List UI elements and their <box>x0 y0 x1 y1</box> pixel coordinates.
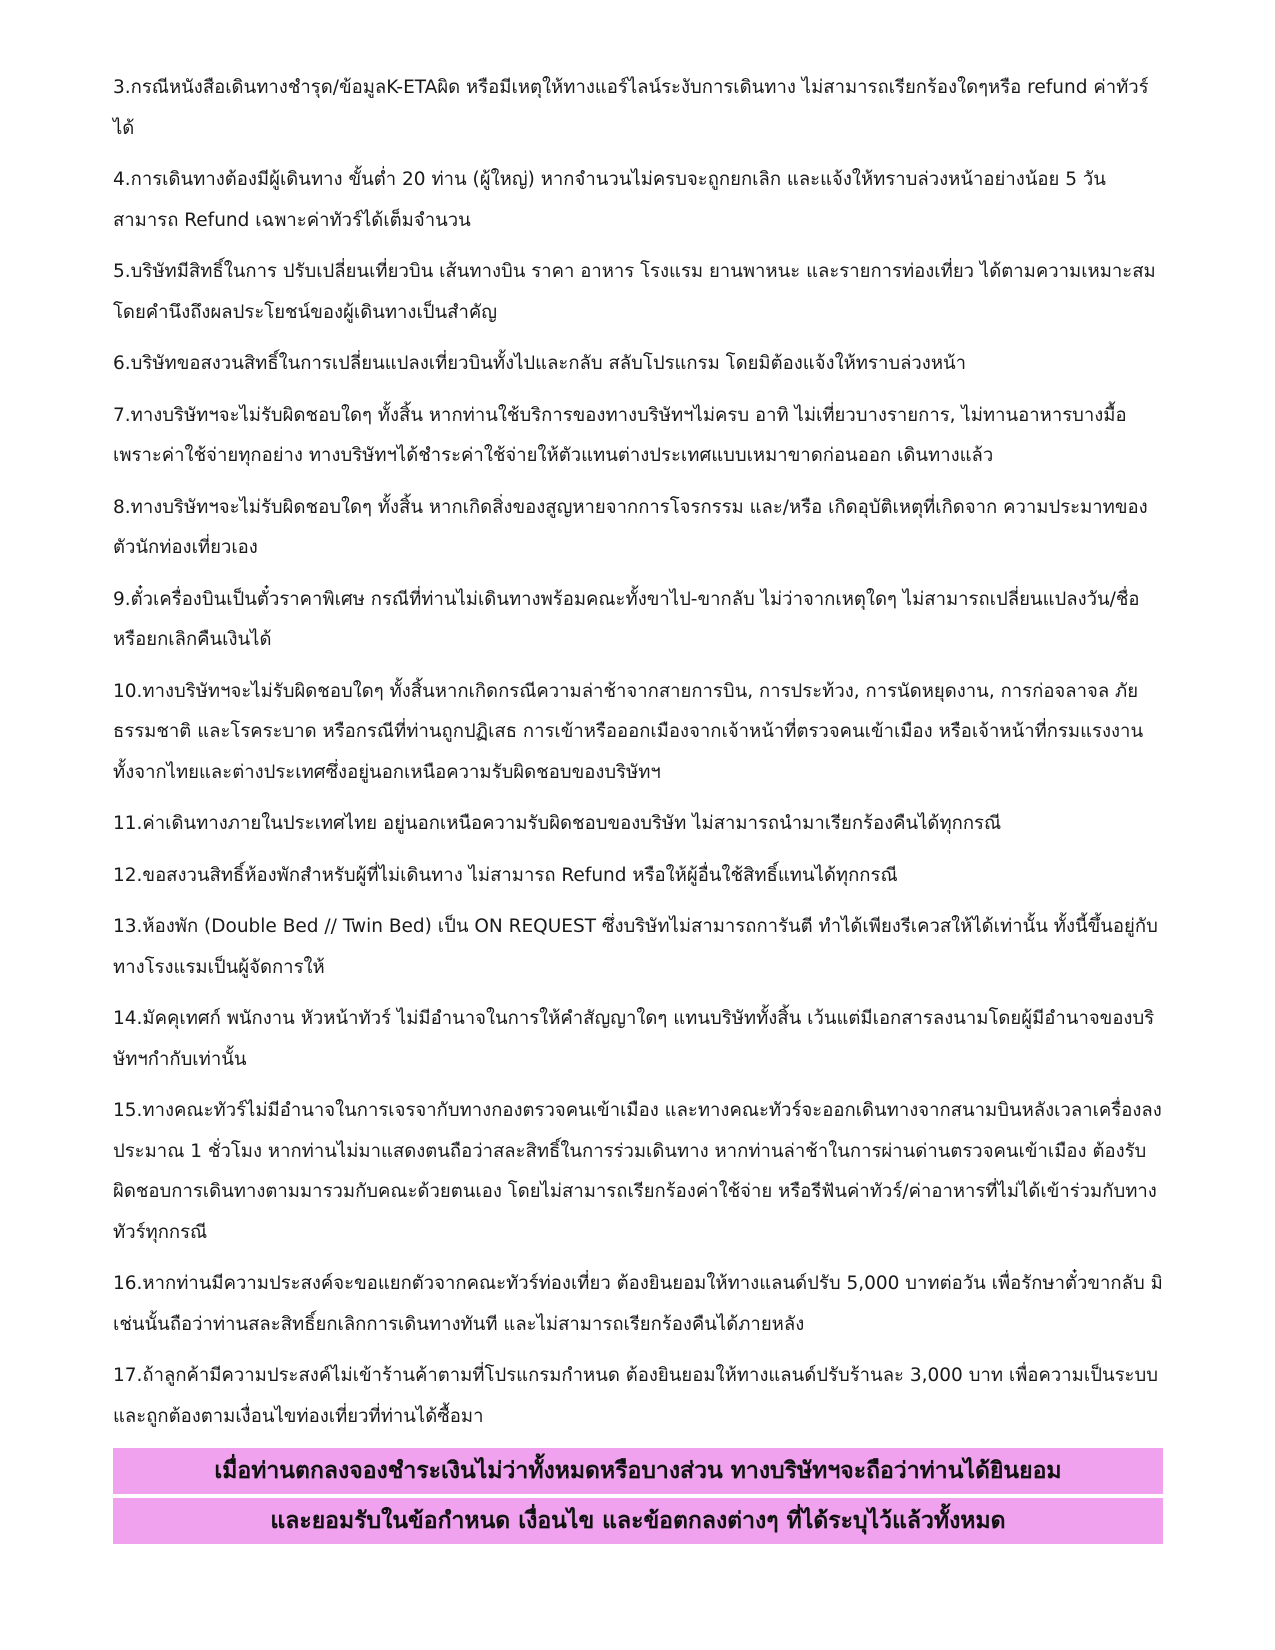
notice-line-1: เมื่อท่านตกลงจองชำระเงินไม่ว่าทั้งหมดหรือบางส่วน ทางบริษัทฯจะถือว่าท่านได้ยินยอม <box>113 1448 1163 1494</box>
terms-list <box>113 68 1163 1437</box>
term-item-3: 3.กรณีหนังสือเดินทางชำรุด/ข้อมูลK-ETAผิด หรือมีเหตุให้ทางแอร์ไลน์ระงับการเดินทาง ไม่สามารถเรียกร้องใดๆหรือ refund ค่าทัวร์ได้ <box>113 77 1149 139</box>
term-item-17: 17.ถ้าลูกค้ามีความประสงค์ไม่เข้าร้านค้าตามที่โปรแกรมกำหนด ต้องยินยอมให้ทางแลนด์ปรับร้านละ 3,000 บาท เพื่อความเป็นระบบและถูกต้องตามเงื่อนไขท่องเที่ยวที่ท่านได้ซื้อมา <box>113 1365 1158 1427</box>
term-item-13: 13.ห้องพัก (Double Bed // Twin Bed) เป็น ON REQUEST ซึ่งบริษัทไม่สามารถการันตี ทำได้เพียงรีเควสให้ได้เท่านั้น ทั้งนี้ขึ้นอยู่กับทางโรงแรมเป็นผู้จัดการให้ <box>113 916 1158 978</box>
document-page <box>113 68 1163 1544</box>
term-item-7: 7.ทางบริษัทฯจะไม่รับผิดชอบใดๆ ทั้งสิ้น หากท่านใช้บริการของทางบริษัทฯไม่ครบ อาทิ ไม่เที่ยวบางรายการ, ไม่ทานอาหารบางมื้อ เพราะค่าใช้จ่ายทุกอย่าง ทางบริษัทฯได้ชำระค่าใช้จ่ายให้ตัวแทนต่างประเทศแบบเหมาขาดก่อนออก เดินทางแล้ว <box>113 404 1127 466</box>
term-item-14: 14.มัคคุเทศก์ พนักงาน หัวหน้าทัวร์ ไม่มีอำนาจในการให้คำสัญญาใดๆ แทนบริษัททั้งสิ้น เว้นแต่มีเอกสารลงนามโดยผู้มีอำนาจของบริษัทฯกำกับเท่านั้น <box>113 1008 1155 1070</box>
term-item-11: 11.ค่าเดินทางภายในประเทศไทย อยู่นอกเหนือความรับผิดชอบของบริษัท ไม่สามารถนำมาเรียกร้องคืนได้ทุกกรณี <box>113 813 1002 834</box>
term-item-15: 15.ทางคณะทัวร์ไม่มีอำนาจในการเจรจากับทางกองตรวจคนเข้าเมือง และทางคณะทัวร์จะออกเดินทางจากสนามบินหลังเวลาเครื่องลงประมาณ 1 ชั่วโมง หากท่านไม่มาแสดงตนถือว่าสละสิทธิ์ในการร่วมเดินทาง หากท่านล่าช้าในการผ่านด่านตรวจคนเข้าเมือง ต้องรับผิดชอบการเดินทางตามมารวมกับคณะด้วยตนเอง โดยไม่สามารถเรียกร้องค่าใช้จ่าย หรือรีฟันค่าทัวร์/ค่าอาหารที่ไม่ได้เข้าร่วมกับทางทัวร์ทุกกรณี <box>113 1100 1162 1243</box>
notice-line-2: และยอมรับในข้อกำหนด เงื่อนไข และข้อตกลงต่างๆ ที่ได้ระบุไว้แล้วทั้งหมด <box>113 1498 1163 1544</box>
term-item-9: 9.ตั๋วเครื่องบินเป็นตั๋วราคาพิเศษ กรณีที่ท่านไม่เดินทางพร้อมคณะทั้งขาไป-ขากลับ ไม่ว่าจากเหตุใดๆ ไม่สามารถเปลี่ยนแปลงวัน/ชื่อ หรือยกเลิกคืนเงินได้ <box>113 588 1140 650</box>
term-item-12: 12.ขอสงวนสิทธิ์ห้องพักสำหรับผู้ที่ไม่เดินทาง ไม่สามารถ Refund หรือให้ผู้อื่นใช้สิทธิ์แทนได้ทุกกรณี <box>113 864 898 886</box>
term-item-4: 4.การเดินทางต้องมีผู้เดินทาง ขั้นต่ำ 20 ท่าน (ผู้ใหญ่) หากจำนวนไม่ครบจะถูกยกเลิก และแจ้งให้ทราบล่วงหน้าอย่างน้อย 5 วัน สามารถ Refund เฉพาะค่าทัวร์ได้เต็มจำนวน <box>113 169 1106 231</box>
acceptance-notice <box>113 1448 1163 1544</box>
term-item-8: 8.ทางบริษัทฯจะไม่รับผิดชอบใดๆ ทั้งสิ้น หากเกิดสิ่งของสูญหายจากการโจรกรรม และ/หรือ เกิดอุบัติเหตุที่เกิดจาก ความประมาทของตัวนักท่องเที่ยวเอง <box>113 496 1148 558</box>
term-item-5: 5.บริษัทมีสิทธิ์ในการ ปรับเปลี่ยนเที่ยวบิน เส้นทางบิน ราคา อาหาร โรงแรม ยานพาหนะ และรายการท่องเที่ยว ได้ตามความเหมาะสม โดยคำนึงถึงผลประโยชน์ของผู้เดินทางเป็นสำคัญ <box>113 261 1156 323</box>
term-item-6: 6.บริษัทขอสงวนสิทธิ์ในการเปลี่ยนแปลงเที่ยวบินทั้งไปและกลับ สลับโปรแกรม โดยมิต้องแจ้งให้ทราบล่วงหน้า <box>113 353 967 374</box>
term-item-16: 16.หากท่านมีความประสงค์จะขอแยกตัวจากคณะทัวร์ท่องเที่ยว ต้องยินยอมให้ทางแลนด์ปรับ 5,000 บาทต่อวัน เพื่อรักษาตั๋วขากลับ มิเช่นนั้นถือว่าท่านสละสิทธิ์ยกเลิกการเดินทางทันที และไม่สามารถเรียกร้องคืนได้ภายหลัง <box>113 1273 1163 1335</box>
term-item-10: 10.ทางบริษัทฯจะไม่รับผิดชอบใดๆ ทั้งสิ้นหากเกิดกรณีความล่าช้าจากสายการบิน, การประท้วง, การนัดหยุดงาน, การก่อจลาจล ภัยธรรมชาติ และโรคระบาด หรือกรณีที่ท่านถูกปฏิเสธ การเข้าหรือออกเมืองจากเจ้าหน้าที่ตรวจคนเข้าเมือง หรือเจ้าหน้าที่กรมแรงงานทั้งจากไทยและต่างประเทศซึ่งอยู่นอกเหนือความรับผิดชอบของบริษัทฯ <box>113 680 1144 783</box>
